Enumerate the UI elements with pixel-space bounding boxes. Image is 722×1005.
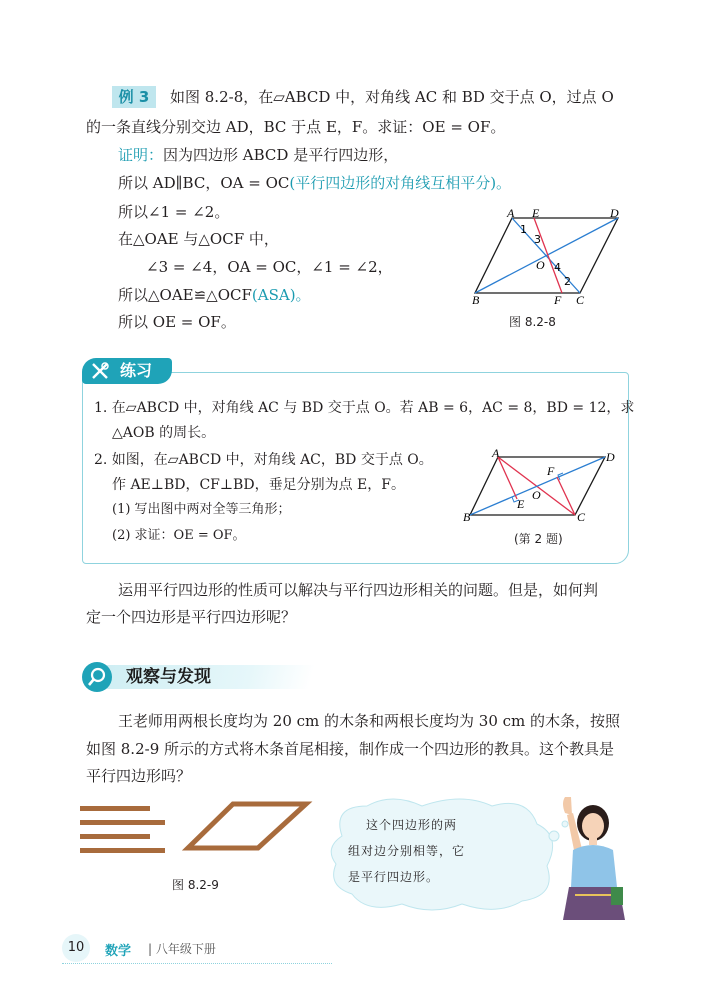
proof-line5: ∠3 = ∠4，OA = OC，∠1 = ∠2， bbox=[146, 258, 393, 276]
raised-hand bbox=[563, 797, 572, 815]
angle-3-label: 3 bbox=[534, 233, 541, 246]
diagonal-bd-q2 bbox=[470, 457, 605, 515]
label-d: D bbox=[610, 206, 619, 220]
angle-1-label: 1 bbox=[520, 223, 527, 236]
practice-q1-line1: 1. 在▱ABCD 中，对角线 AC 与 BD 交于点 O。若 AB = 6，AC = 8，BD = 12，求 bbox=[94, 400, 635, 416]
practice-q2-part2: (2) 求证：OE = OF。 bbox=[112, 528, 246, 543]
observe-line3: 平行四边形吗？ bbox=[86, 767, 192, 785]
q2-label-c: C bbox=[577, 510, 586, 524]
q2-label-e: E bbox=[517, 497, 525, 511]
proof-line1 bbox=[118, 144, 398, 166]
speech-line1: 这个四边形的两 bbox=[366, 818, 458, 832]
practice-header bbox=[82, 358, 172, 384]
q2-label-o: O bbox=[532, 488, 541, 502]
transition-line2: 定一个四边形是平行四边形呢？ bbox=[86, 608, 297, 626]
perpendicular-ae bbox=[498, 457, 517, 499]
transition-line1: 运用平行四边形的性质可以解决与平行四边形相关的问题。但是，如何判 bbox=[118, 581, 599, 599]
q2-label-d: D bbox=[606, 450, 615, 464]
proof-line3: 所以∠1 = ∠2。 bbox=[118, 203, 230, 221]
practice-q2-line1: 2. 如图，在▱ABCD 中，对角线 AC，BD 交于点 O。 bbox=[94, 452, 433, 468]
label-o: O bbox=[536, 258, 545, 272]
proof-line2-reason: (平行四边形的对角线互相平分)。 bbox=[289, 174, 512, 192]
figure-8-2-8 bbox=[470, 205, 630, 305]
practice-title: 练习 bbox=[120, 361, 153, 380]
label-b: B bbox=[472, 293, 480, 305]
example-statement-line1: 如图 8.2-8，在▱ABCD 中，对角线 AC 和 BD 交于点 O，过点 O bbox=[170, 88, 614, 106]
magnifier-icon bbox=[82, 662, 112, 692]
example-tag: 例 3 bbox=[112, 86, 156, 108]
tools-icon bbox=[90, 361, 110, 389]
proof-line7: 所以 OE = OF。 bbox=[118, 313, 236, 331]
observe-line1: 王老师用两根长度均为 20 cm 的木条和两根长度均为 30 cm 的木条，按照 bbox=[118, 712, 621, 730]
neck bbox=[589, 837, 597, 845]
proof-line6-reason: (ASA)。 bbox=[251, 286, 311, 304]
book-subtitle: | 八年级下册 bbox=[148, 942, 216, 956]
figure-question-2 bbox=[460, 447, 625, 527]
proof-line4: 在△OAE 与△OCF 中， bbox=[118, 230, 279, 248]
q2-label-a: A bbox=[492, 447, 500, 460]
label-a: A bbox=[507, 206, 515, 220]
page-number: 10 bbox=[62, 934, 90, 962]
perpendicular-cf bbox=[557, 477, 575, 515]
proof-line2 bbox=[118, 172, 511, 194]
segment-ef bbox=[534, 218, 562, 293]
proof-line6 bbox=[118, 284, 311, 306]
figure-8-2-9 bbox=[78, 800, 318, 870]
observe-title: 观察与发现 bbox=[126, 667, 211, 687]
book-title: 数学 bbox=[105, 944, 132, 959]
figure-8-2-8-caption: 图 8.2-8 bbox=[509, 315, 556, 329]
proof-line1-text: 因为四边形 ABCD 是平行四边形， bbox=[163, 146, 399, 164]
footer-divider bbox=[62, 963, 332, 964]
angle-4-label: 4 bbox=[554, 261, 561, 274]
practice-q1-line2: △AOB 的周长。 bbox=[112, 425, 216, 441]
label-e: E bbox=[532, 206, 540, 220]
face bbox=[582, 813, 604, 839]
q2-label-b: B bbox=[463, 510, 471, 524]
speech-line3: 是平行四边形。 bbox=[348, 870, 440, 884]
proof-line2-text: 所以 AD∥BC，OA = OC bbox=[118, 174, 290, 192]
example-statement-line2: 的一条直线分别交边 AD，BC 于点 E，F。求证：OE = OF。 bbox=[86, 118, 506, 136]
label-c: C bbox=[576, 293, 585, 305]
angle-2-label: 2 bbox=[564, 275, 571, 288]
stick-3 bbox=[80, 834, 150, 839]
figure-8-2-9-caption: 图 8.2-9 bbox=[172, 878, 219, 892]
stick-1 bbox=[80, 806, 150, 811]
q2-label-f: F bbox=[547, 464, 555, 478]
stick-4 bbox=[80, 848, 165, 853]
observe-section-header bbox=[82, 662, 242, 692]
teacher-illustration bbox=[555, 795, 630, 920]
stick-2 bbox=[80, 820, 165, 825]
practice-q2-line2: 作 AE⊥BD，CF⊥BD，垂足分别为点 E，F。 bbox=[112, 477, 405, 493]
proof-line6-text: 所以△OAE≌△OCF bbox=[118, 286, 252, 304]
book bbox=[611, 887, 623, 905]
figure-question-2-caption: (第 2 题) bbox=[514, 532, 563, 546]
wooden-parallelogram bbox=[188, 804, 306, 848]
observe-line2: 如图 8.2-9 所示的方式将木条首尾相接，制作成一个四边形的教具。这个教具是 bbox=[86, 740, 615, 758]
diagonal-bd bbox=[475, 218, 618, 293]
speech-line2: 组对边分别相等，它 bbox=[348, 844, 466, 858]
shirt bbox=[571, 845, 617, 887]
proof-label: 证明： bbox=[118, 146, 164, 164]
practice-q2-part1: (1) 写出图中两对全等三角形； bbox=[112, 502, 291, 517]
label-f: F bbox=[554, 293, 562, 305]
